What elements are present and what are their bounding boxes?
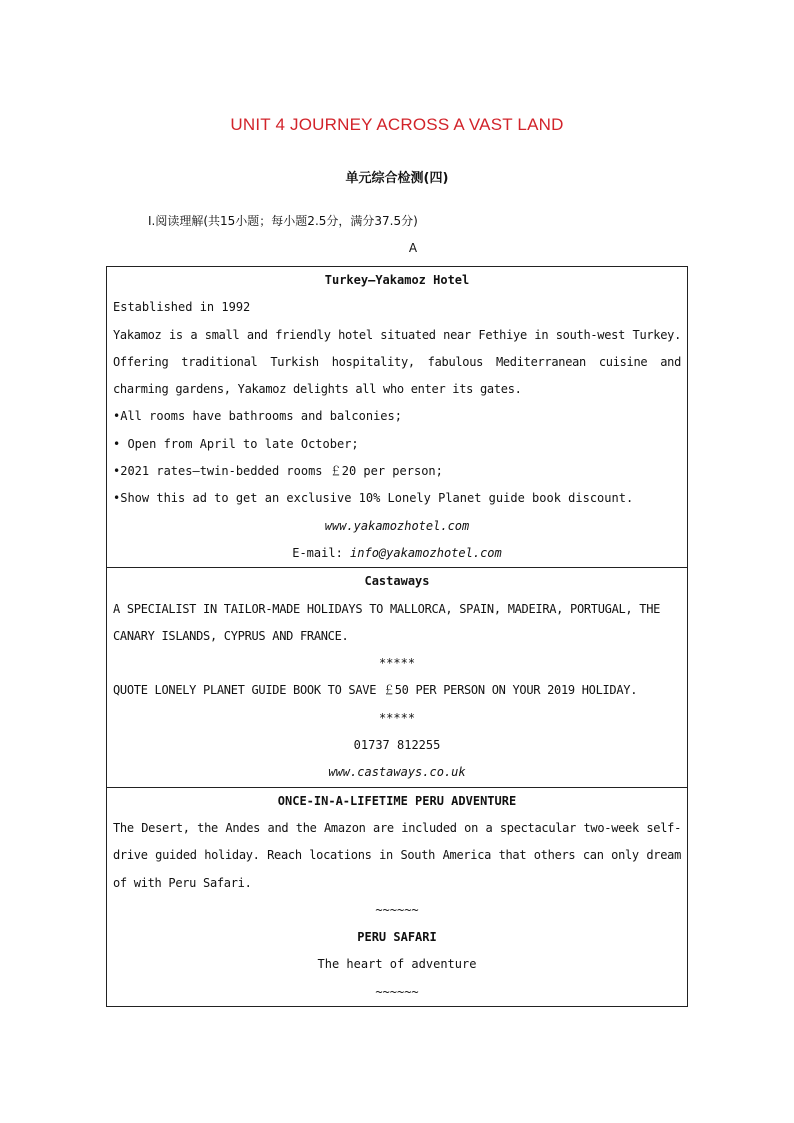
page-subtitle: 单元综合检测(四) [345,171,449,186]
peru-wave-1: ~~~~~~ [375,902,419,917]
ad-hotel [107,267,688,568]
castaways-title: Castaways [364,574,430,589]
hotel-bullet-2: • Open from April to late October; [113,436,359,451]
ad-castaways [107,568,688,787]
castaways-offer: QUOTE LONELY PLANET GUIDE BOOK TO SAVE ￡50 PER PERSON ON YOUR 2019 HOLIDAY. [113,683,638,698]
peru-title: ONCE-IN-A-LIFETIME PERU ADVENTURE [277,793,517,808]
page-title: UNIT 4 JOURNEY ACROSS A VAST LAND [230,115,564,134]
castaways-stars-2: ***** [378,710,416,725]
hotel-bullet-3: •2021 rates—twin-bedded rooms ￡20 per person; [113,464,443,479]
peru-tagline: The heart of adventure [317,957,477,972]
ads-table [106,266,688,1007]
ad-peru [107,787,688,1006]
hotel-email[interactable]: info@yakamozhotel.com [350,545,502,560]
peru-description: The Desert, the Andes and the Amazon are included on a spectacular two-week self-drive guided holiday. Reach locations in South America that others can only dream of with Peru Safari. [113,820,681,890]
hotel-established: Established in 1992 [113,300,251,315]
section-heading: Ⅰ.阅读理解(共15小题；每小题2.5分，满分37.5分) [148,214,418,228]
hotel-website[interactable]: www.yakamozhotel.com [324,518,470,533]
part-label: A [408,241,418,255]
hotel-title: Turkey—Yakamoz Hotel [324,273,470,287]
hotel-description: Yakamoz is a small and friendly hotel situated near Fethiye in south-west Turkey. Offering traditional Turkish hospitality, fabulous Mediterranean cuisine and charming gardens, Yakamoz delights all who enter its gates. [113,327,681,397]
peru-wave-2: ~~~~~~ [375,984,419,999]
castaways-website[interactable]: www.castaways.co.uk [328,765,466,780]
hotel-bullet-4: •Show this ad to get an exclusive 10% Lonely Planet guide book discount. [113,491,634,506]
castaways-stars-1: ***** [378,656,416,671]
hotel-bullet-1: •All rooms have bathrooms and balconies; [113,409,402,424]
castaways-phone: 01737 812255 [353,738,441,753]
peru-brand: PERU SAFARI [357,930,437,945]
castaways-description: A SPECIALIST IN TAILOR-MADE HOLIDAYS TO MALLORCA, SPAIN, MADEIRA, PORTUGAL, THE CANARY ISLANDS, CYPRUS AND FRANCE. [113,601,661,643]
hotel-email-line [113,540,681,567]
hotel-email-label: E-mail: [292,545,351,560]
